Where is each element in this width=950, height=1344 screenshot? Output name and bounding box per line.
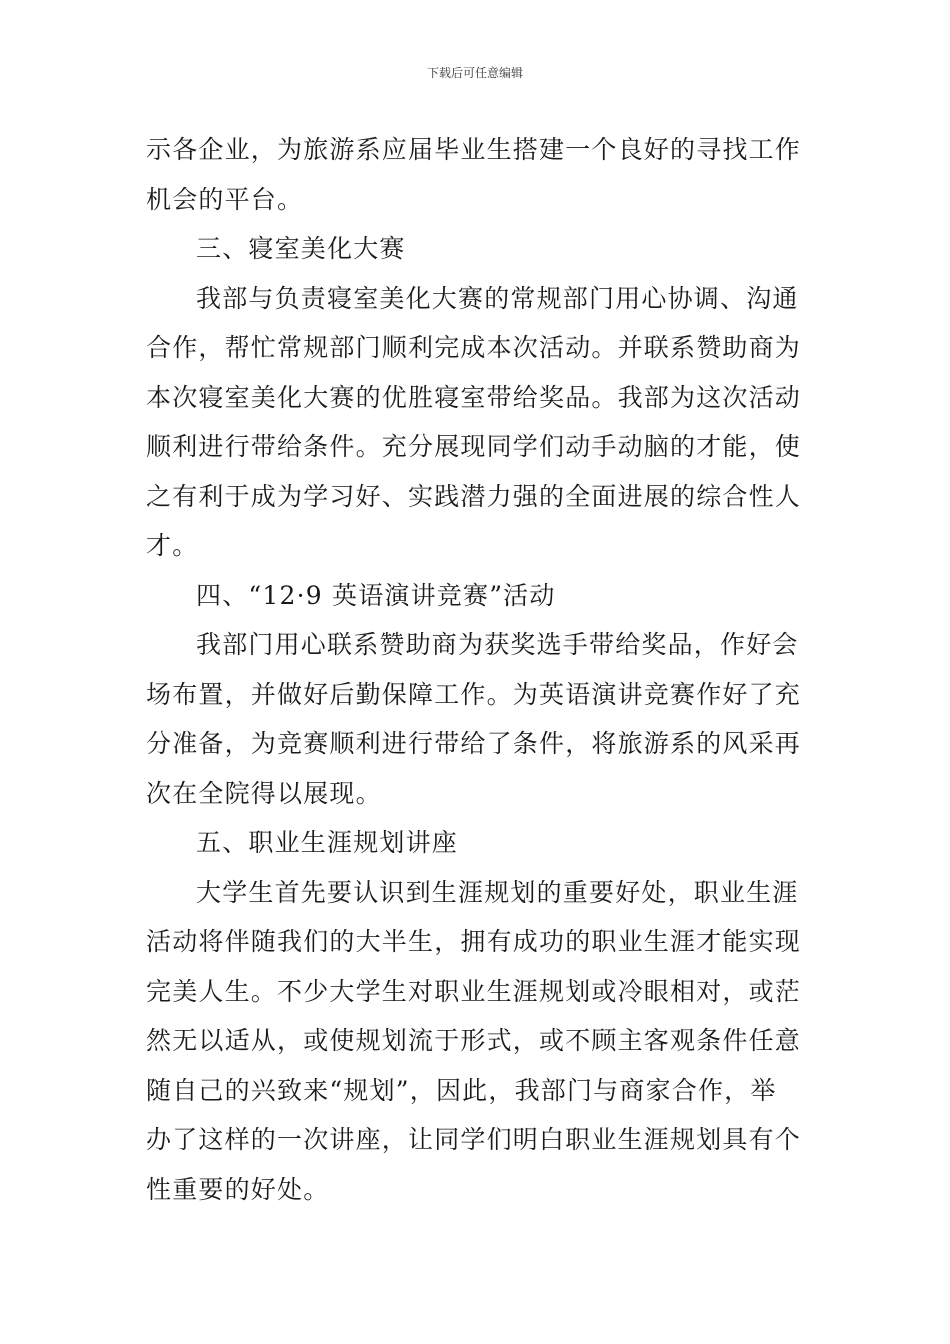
body-line: 场布置，并做好后勤保障工作。为英语演讲竞赛作好了充: [146, 679, 802, 709]
page-header-note: 下载后可任意编辑: [426, 66, 523, 80]
section-heading-english-speech: 四、“12·9 英语演讲竞赛”活动: [196, 580, 556, 610]
section-heading-career-lecture: 五、职业生涯规划讲座: [196, 828, 459, 857]
body-line: 然无以适从，或使规划流于形式，或不顾主客观条件任意: [146, 1026, 802, 1055]
document-body: [146, 125, 806, 1214]
body-line: 性重要的好处。: [146, 1174, 330, 1204]
body-line: 活动将伴随我们的大半生，拥有成功的职业生涯才能实现: [146, 927, 802, 956]
body-line: 大学生首先要认识到生涯规划的重要好处，职业生涯: [196, 877, 799, 907]
body-line: 次在全院得以展现。: [146, 778, 382, 808]
body-line: 完美人生。不少大学生对职业生涯规划或冷眼相对，或茫: [146, 976, 802, 1006]
body-line: 机会的平台。: [146, 184, 304, 214]
body-line: 才。: [146, 531, 199, 560]
body-line: 分准备，为竞赛顺利进行带给了条件，将旅游系的风采再: [146, 729, 802, 758]
body-line: 顺利进行带给条件。充分展现同学们动手动脑的才能，使: [146, 432, 802, 461]
body-line: 我部与负责寝室美化大赛的常规部门用心协调、沟通: [196, 283, 799, 313]
section-heading-dorm-contest: 三、寝室美化大赛: [196, 234, 406, 263]
body-line: 我部门用心联系赞助商为获奖选手带给奖品，作好会: [196, 630, 799, 659]
body-line: 随自己的兴致来“规划”，因此，我部门与商家合作，举: [146, 1075, 777, 1105]
body-line: 本次寝室美化大赛的优胜寝室带给奖品。我部为这次活动: [146, 382, 802, 412]
body-line: 之有利于成为学习好、实践潜力强的全面进展的综合性人: [146, 481, 802, 511]
body-line: 合作，帮忙常规部门顺利完成本次活动。并联系赞助商为: [146, 333, 802, 362]
body-line: 示各企业，为旅游系应届毕业生搭建一个良好的寻找工作: [146, 135, 802, 164]
body-line: 办了这样的一次讲座，让同学们明白职业生涯规划具有个: [146, 1125, 802, 1154]
